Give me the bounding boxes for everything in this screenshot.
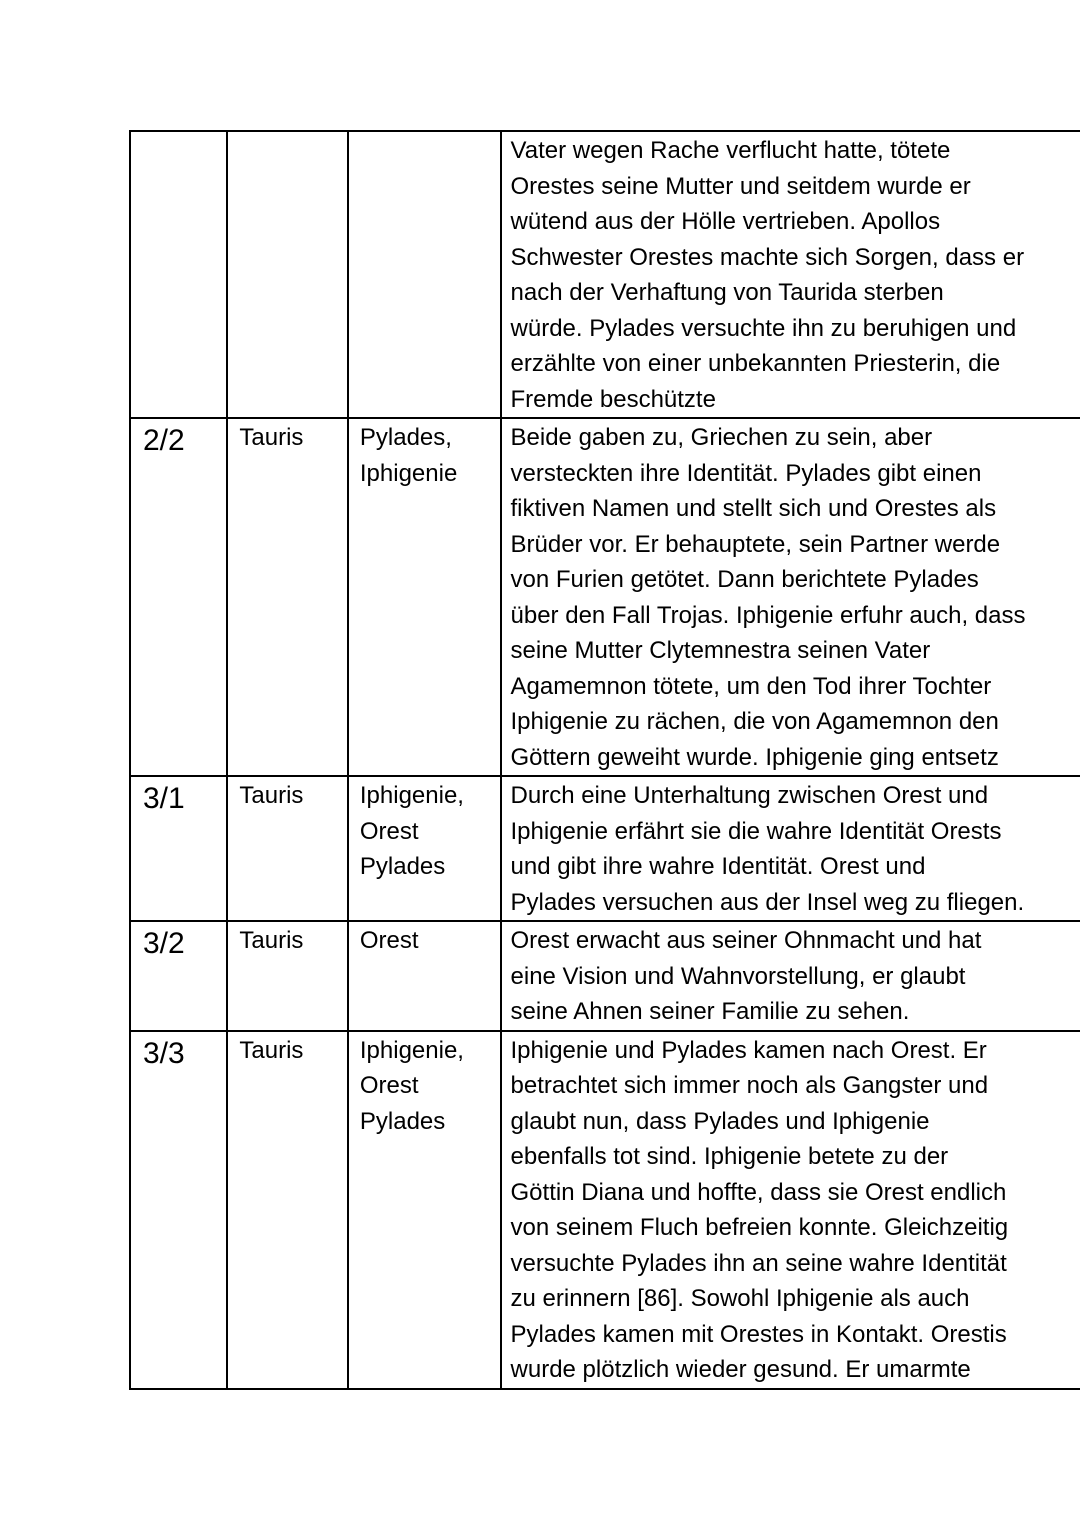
characters-text: Iphigenie, Orest Pylades	[359, 1036, 464, 1135]
description-text: Iphigenie und Pylades kamen nach Orest. Er betrachtet sich immer noch als Gangster und glaubt nun, dass Pylades und Iphigenie ebenfalls tot sind. Iphigenie betete zu der Göttin Diana und hoffte, dass sie Orest endlich von seinem Fluch befreien konnte. Gleichzeitig versuchte Pylades ihn an seine wahre Identität zu erinnern [86]. Sowohl Iphigenie als auch Pylades kamen mit Orestes in Kontakt. Orestis wurde plötzlich wieder gesund. Er umarmte	[510, 1036, 1009, 1383]
description-cell	[501, 921, 1080, 1031]
characters-cell	[348, 1031, 501, 1389]
act-cell	[130, 921, 227, 1031]
description-cell	[501, 131, 1080, 418]
characters-text: Iphigenie, Orest Pylades	[359, 782, 464, 880]
description-text: Beide gaben zu, Griechen zu sein, aber versteckten ihre Identität. Pylades gibt einen fiktiven Namen und stellt sich und Orestes als Brüder vor. Er behauptete, sein Partner werde von Furien getötet. Dann berichtete Pylades über den Fall Trojas. Iphigenie erfuhr auch, dass seine Mutter Clytemnestra seinen Vater Agamemnon tötete, um den Tod ihrer Tochter Iphigenie zu rächen, die von Agamemnon den Göttern geweiht wurde. Iphigenie ging entsetz	[510, 424, 1026, 771]
table-row	[130, 131, 1080, 418]
table-row	[130, 776, 1080, 921]
act-cell	[130, 1031, 227, 1389]
act-cell	[130, 131, 227, 418]
description-text: Vater wegen Rache verflucht hatte, tötete Orestes seine Mutter und seitdem wurde er wütend aus der Hölle vertrieben. Apollos Schwester Orestes machte sich Sorgen, dass er nach der Verhaftung von Taurida sterben würde. Pylades versuchte ihn zu beruhigen und erzählte von einer unbekannten Priesterin, die Fremde beschützte	[510, 137, 1025, 413]
place-text: Tauris	[239, 927, 304, 954]
place-cell	[227, 131, 348, 418]
place-cell	[227, 776, 348, 921]
table-row	[130, 1031, 1080, 1389]
characters-text: Orest	[359, 927, 419, 954]
characters-cell	[348, 921, 501, 1031]
description-cell	[501, 776, 1080, 921]
act-cell	[130, 776, 227, 921]
act-number: 3/3	[143, 1036, 185, 1070]
table-row	[130, 418, 1080, 776]
scene-table	[129, 130, 1080, 1390]
place-text: Tauris	[239, 782, 304, 809]
place-text	[228, 132, 347, 133]
act-number: 3/1	[143, 782, 185, 815]
characters-text: Pylades, Iphigenie	[359, 424, 458, 487]
description-cell	[501, 1031, 1080, 1389]
place-cell	[227, 418, 348, 776]
description-cell	[501, 418, 1080, 776]
characters-cell	[348, 418, 501, 776]
act-number	[131, 132, 226, 136]
description-text: Orest erwacht aus seiner Ohnmacht und hat eine Vision und Wahnvorstellung, er glaubt seine Ahnen seiner Familie zu sehen.	[510, 927, 982, 1025]
place-text: Tauris	[239, 424, 304, 451]
characters-text	[349, 132, 500, 133]
act-cell	[130, 418, 227, 776]
act-number: 2/2	[143, 424, 185, 457]
place-cell	[227, 1031, 348, 1389]
description-text: Durch eine Unterhaltung zwischen Orest und Iphigenie erfährt sie die wahre Identität Orests und gibt ihre wahre Identität. Orest und Pylades versuchen aus der Insel weg zu fliegen.	[510, 782, 1025, 916]
characters-cell	[348, 131, 501, 418]
place-cell	[227, 921, 348, 1031]
place-text: Tauris	[239, 1036, 304, 1064]
table-row	[130, 921, 1080, 1031]
characters-cell	[348, 776, 501, 921]
act-number: 3/2	[143, 927, 185, 960]
